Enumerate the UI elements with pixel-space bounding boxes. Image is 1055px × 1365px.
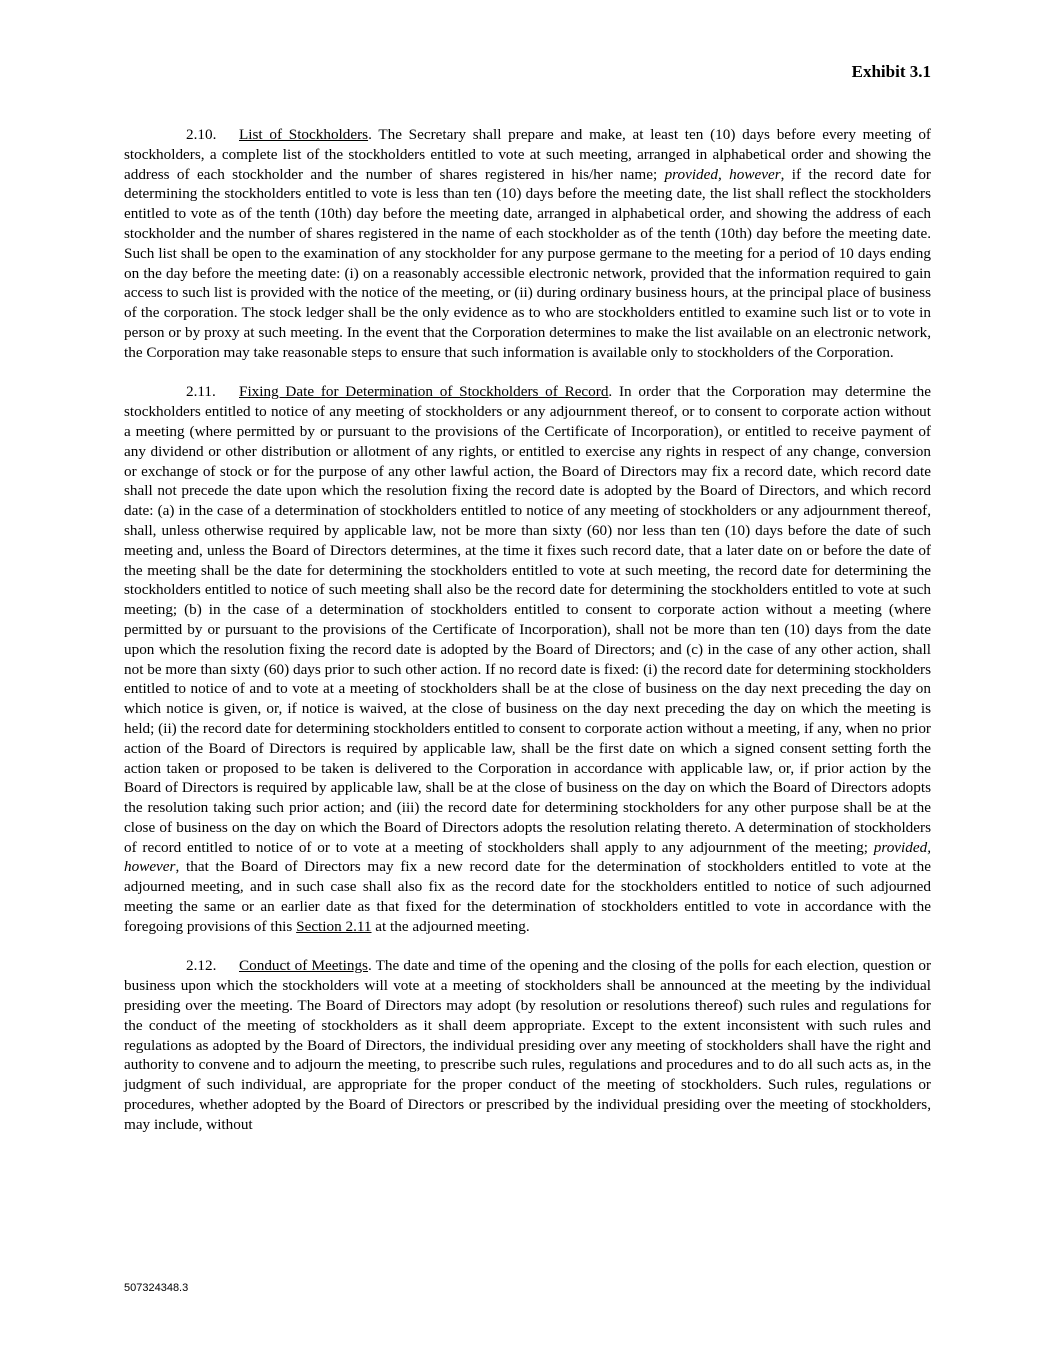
section-2-10: [124, 125, 931, 363]
section-heading: Fixing Date for Determination of Stockholders of Record: [239, 383, 609, 401]
section-text: at the adjourned meeting.: [371, 917, 530, 935]
section-text: . The date and time of the opening and the closing of the polls for each election, question or business upon which the stockholders will vote at a meeting of stockholders shall be announced at the meeting by the individual presiding over the meeting. The Board of Directors may adopt (by resolution or resolutions thereof) such rules and regulations for the conduct of the meeting of stockholders as it shall deem appropriate. Except to the extent inconsistent with such rules and regulations as adopted by the Board of Directors, the individual presiding over any meeting of stockholders shall have the right and authority to convene and to adjourn the meeting, to prescribe such rules, regulations and procedures and to do all such acts as, in the judgment of such individual, are appropriate for the proper conduct of the meeting of stockholders. Such rules, regulations or procedures, whether adopted by the Board of Directors or prescribed by the individual presiding over the meeting of stockholders, may include, without: [124, 957, 931, 1133]
section-italic-text: provided, however: [124, 838, 931, 876]
document-body: [124, 125, 931, 1154]
section-2-11: [124, 382, 931, 936]
section-text: , if the record date for determining the stockholders entitled to vote is less than ten (10) days before the meeting date, the list shall reflect the stockholders entitled to vote as of the tenth (10th) day before the meeting date, arranged in alphabetical order, and showing the address of each stockholder and the number of shares registered in the name of each stockholder as of the tenth (10th) day before the meeting date. Such list shall be open to the examination of any stockholder for any purpose germane to the meeting for a period of 10 days ending on the day before the meeting date: (i) on a reasonably accessible electronic network, provided that the information required to gain access to such list is provided with the notice of the meeting, or (ii) during ordinary business hours, at the principal place of business of the corporation. The stock ledger shall be the only evidence as to who are stockholders entitled to examine such list or to vote in person or by proxy at such meeting. In the event that the Corporation determines to make the list available on an electronic network, the Corporation may take reasonable steps to ensure that such information is available only to stockholders of the Corporation.: [124, 165, 931, 361]
section-heading: Conduct of Meetings: [239, 957, 368, 975]
section-reference: Section 2.11: [296, 917, 372, 935]
section-2-12: [124, 956, 931, 1134]
section-text: . In order that the Corporation may determine the stockholders entitled to notice of any meeting of stockholders or any adjournment thereof, or to consent to corporate action without a meeting (where permitted by or pursuant to the provisions of the Certificate of Incorporation), or entitled to receive payment of any dividend or other distribution or allotment of any rights, or entitled to exercise any rights in respect of any change, conversion or exchange of stock or for the purpose of any other lawful action, the Board of Directors may fix a record date, which record date shall not precede the date upon which the resolution fixing the record date is adopted by the Board of Directors, and which record date: (a) in the case of a determination of stockholders entitled to notice of any meeting of stockholders or any adjournment thereof, shall, unless otherwise required by applicable law, not be more than sixty (60) nor less than ten (10) days before the date of such meeting and, unless the Board of Directors determines, at the time it fixes such record date, that a later date on or before the date of the meeting shall be the date for determining the stockholders entitled to vote at such meeting, the record date for determining the stockholders entitled to notice of such meeting shall also be the record date for determining the stockholders entitled to vote at such meeting; (b) in the case of a determination of stockholders entitled to consent to corporate action without a meeting (where permitted by or pursuant to the provisions of the Certificate of Incorporation), shall not be more than ten (10) days from the date upon which the resolution fixing the record date is adopted by the Board of Directors; and (c) in the case of any other action, shall not be more than sixty (60) days prior to such other action. If no record date is fixed: (i) the record date for determining stockholders entitled to notice of and to vote at a meeting of stockholders shall be at the close of business on the day next preceding the day on which notice is given, or, if notice is waived, at the close of business on the day next preceding the day on which the meeting is held; (ii) the record date for determining stockholders entitled to consent to corporate action without a meeting, if any, when no prior action of the Board of Directors is required by applicable law, shall be the first date on which a signed consent setting forth the action taken or proposed to be taken is delivered to the Corporation in accordance with applicable law, or, if prior action by the Board of Directors is required by applicable law, shall be at the close of business on the day on which the Board of Directors adopts the resolution taking such prior action; and (iii) the record date for determining stockholders for any other purpose shall be at the close of business on the day on which the Board of Directors adopts the resolution relating thereto. A determination of stockholders of record entitled to notice of or to vote at a meeting of stockholders shall apply to any adjournment of the meeting;: [124, 383, 931, 856]
section-text: . The Secretary shall prepare and make, at least ten (10) days before every meeting of stockholders, a complete list of the stockholders entitled to vote at such meeting, arranged in alphabetical order and showing the address of each stockholder and the number of shares registered in his/her name;: [124, 126, 931, 183]
section-number: 2.11.: [186, 383, 216, 401]
document-id-footer: 507324348.3: [124, 1282, 189, 1294]
section-heading: List of Stockholders: [239, 126, 369, 143]
section-text: , that the Board of Directors may fix a new record date for the determination of stockholders entitled to vote at the adjourned meeting, and in such case shall also fix as the record date for the stockholders entitled to notice of such adjourned meeting the same or an earlier date as that fixed for the determination of stockholders entitled to vote in accordance with the foregoing provisions of this: [124, 858, 931, 935]
section-number: 2.10.: [186, 126, 217, 143]
exhibit-label: Exhibit 3.1: [851, 62, 931, 81]
section-number: 2.12.: [186, 957, 217, 975]
section-italic-text: provided, however: [664, 165, 781, 183]
